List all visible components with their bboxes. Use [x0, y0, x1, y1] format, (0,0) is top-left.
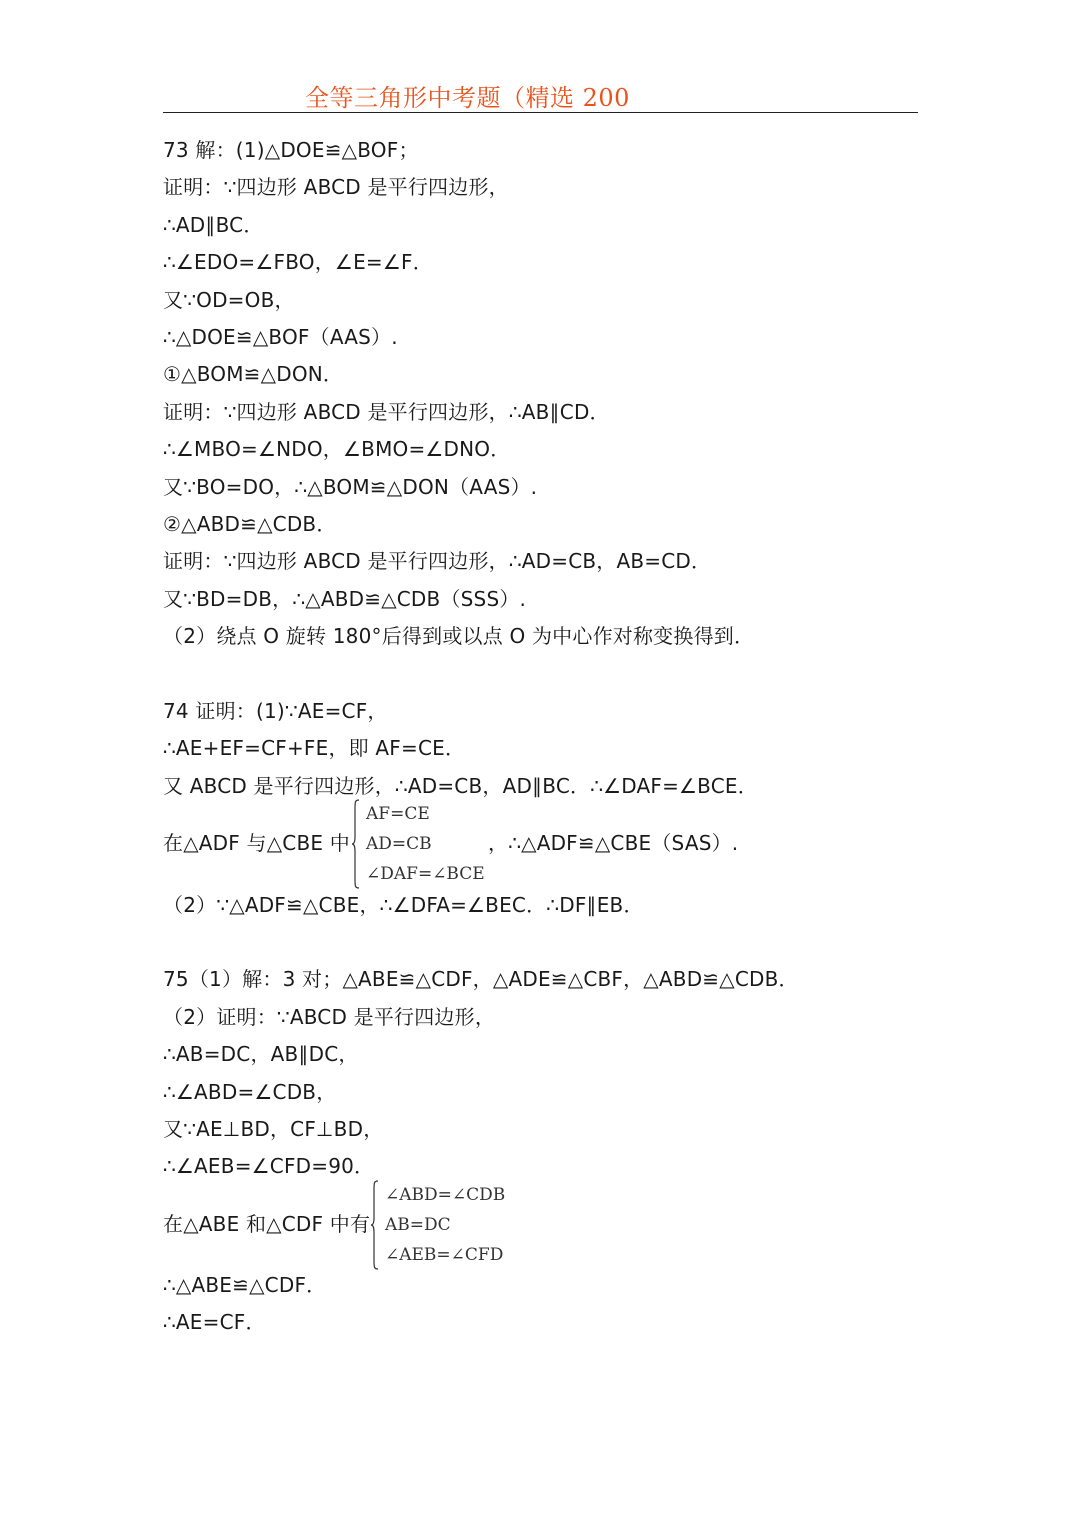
left-brace-icon [352, 799, 360, 889]
text-line: 又 ABCD 是平行四边形，∴AD=CB，AD∥BC．∴∠DAF=∠BCE． [163, 774, 758, 798]
equation-row: ∠ABD=∠CDB [385, 1185, 506, 1205]
text-line: 73 解：(1)△DOE≌△BOF； [163, 138, 419, 162]
text-line: （2）∵△ADF≌△CBE，∴∠DFA=∠BEC．∴DF∥EB． [163, 893, 644, 917]
text-line: ∴∠ABD=∠CDB， [163, 1080, 337, 1104]
text-line: 证明：∵四边形 ABCD 是平行四边形， [163, 175, 509, 199]
text-line: 74 证明：(1)∵AE=CF， [163, 699, 388, 723]
text-line: ∴△ABE≌△CDF． [163, 1273, 327, 1297]
text-line: ∴AE=CF． [163, 1310, 266, 1334]
text-line: 又∵BO=DO，∴△BOM≌△DON（AAS）. [163, 475, 538, 499]
equation-row: ∠AEB=∠CFD [385, 1245, 504, 1265]
title-underline [163, 112, 918, 113]
text-line: 又∵BD=DB，∴△ABD≌△CDB（SSS）. [163, 587, 527, 611]
text-line: 证明：∵四边形 ABCD 是平行四边形，∴AB∥CD． [163, 400, 610, 424]
text-line: ∴AE+EF=CF+FE，即 AF=CE． [163, 736, 466, 760]
text-line: ①△BOM≌△DON． [163, 362, 344, 386]
text-line: 在△ADF 与△CBE 中 [163, 831, 350, 855]
text-line: 在△ABE 和△CDF 中有 [163, 1212, 371, 1236]
text-line: ∴AB=DC，AB∥DC， [163, 1042, 359, 1066]
text-line: ∴∠MBO=∠NDO，∠BMO=∠DNO． [163, 437, 511, 461]
text-line: ②△ABD≌△CDB． [163, 512, 337, 536]
left-brace-icon [371, 1180, 379, 1270]
page-title: 全等三角形中考题（精选 200 [305, 84, 630, 112]
text-line: ∴△DOE≌△BOF（AAS）. [163, 325, 398, 349]
text-line: 又∵AE⊥BD，CF⊥BD， [163, 1117, 384, 1141]
text-line: ∴AD∥BC． [163, 213, 264, 237]
text-line: 又∵OD=OB， [163, 288, 295, 312]
text-line: ∴∠EDO=∠FBO，∠E=∠F． [163, 250, 433, 274]
equation-row: AF=CE [366, 804, 430, 824]
equation-row: ∠DAF=∠BCE [366, 864, 485, 884]
text-line: ∴∠AEB=∠CFD=90． [163, 1154, 375, 1178]
text-line: 证明：∵四边形 ABCD 是平行四边形，∴AD=CB，AB=CD． [163, 549, 712, 573]
text-line: ，∴△ADF≌△CBE（SAS）. [488, 831, 739, 855]
text-line: （2）证明：∵ABCD 是平行四边形， [163, 1005, 496, 1029]
text-line: 75（1）解：3 对；△ABE≌△CDF，△ADE≌△CBF，△ABD≌△CDB． [163, 967, 799, 991]
equation-row: AD=CB [366, 834, 432, 854]
text-line: （2）绕点 O 旋转 180°后得到或以点 O 为中心作对称变换得到． [163, 624, 755, 648]
equation-system-75 [371, 1180, 505, 1270]
equation-row: AB=DC [385, 1215, 451, 1235]
equation-system-74 [352, 799, 485, 889]
